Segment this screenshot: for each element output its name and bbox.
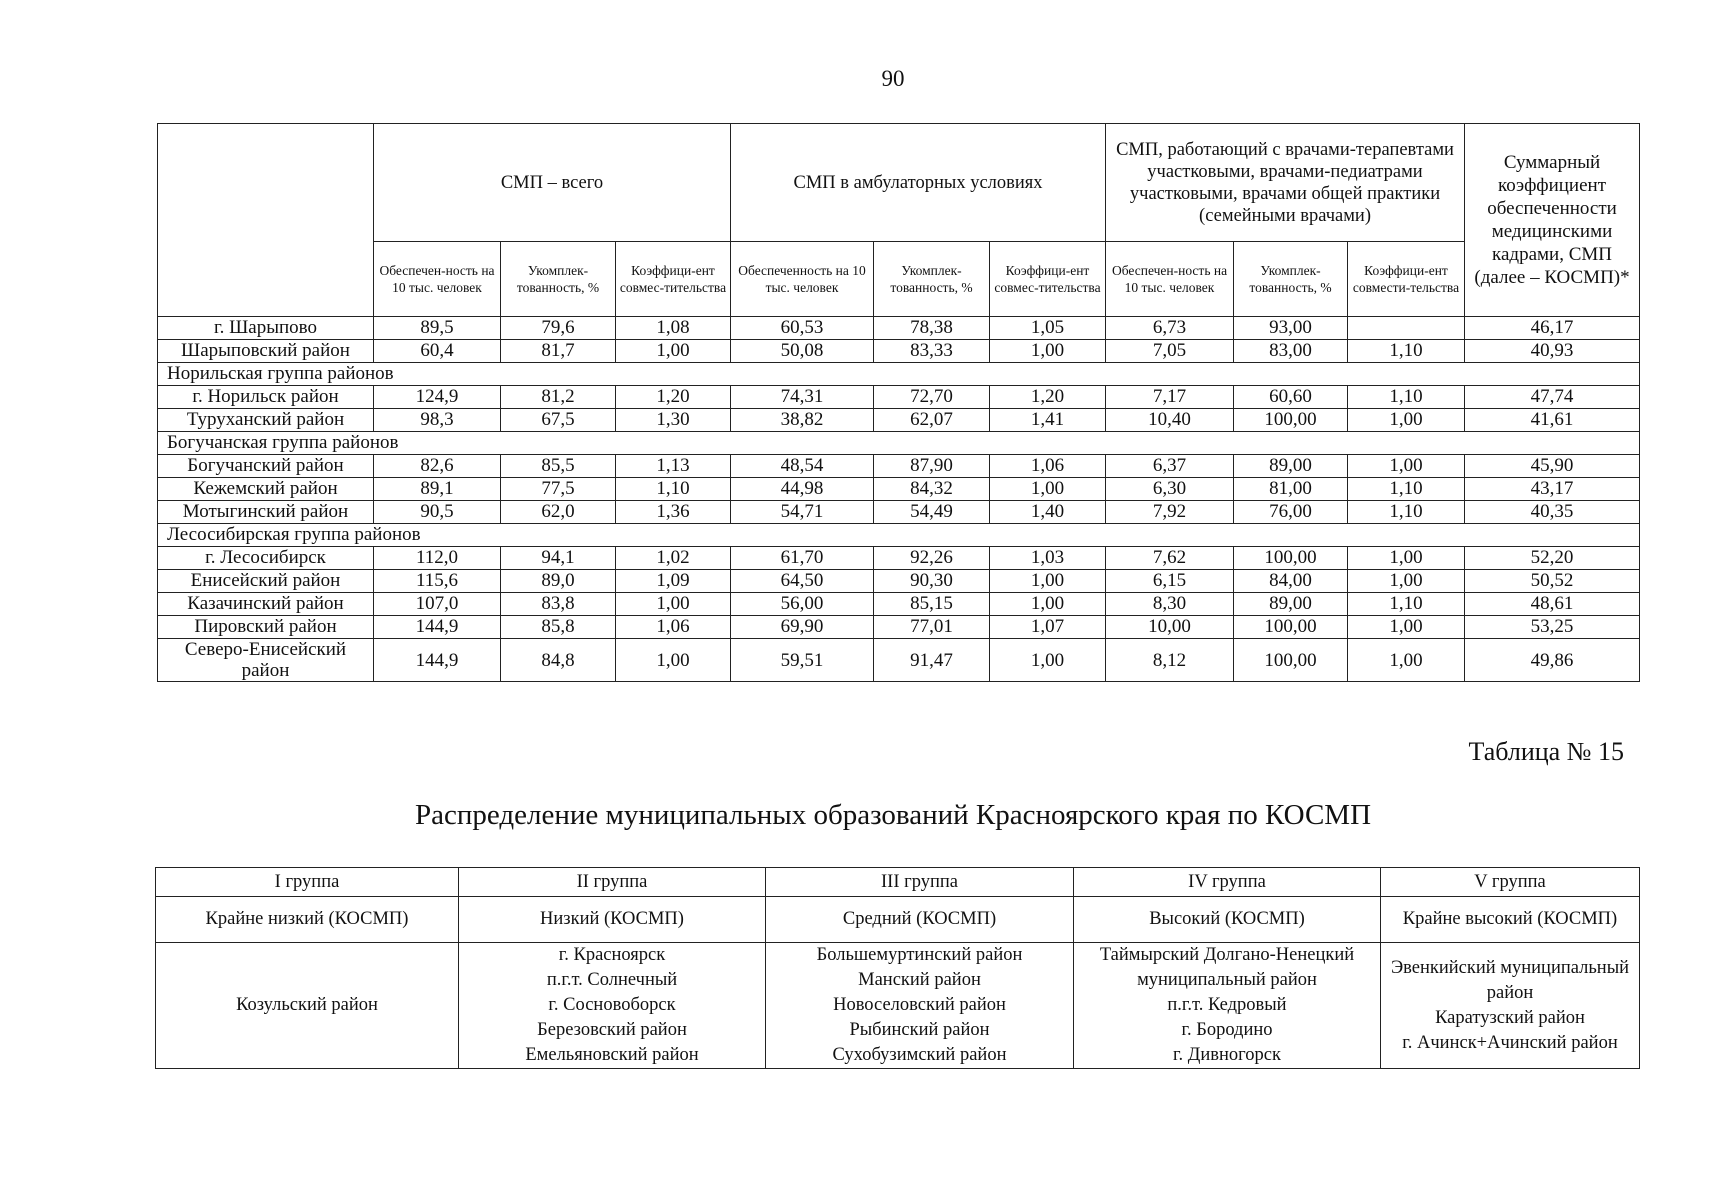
value-cell: 10,00 [1106, 616, 1234, 639]
municipality-name: Пировский район [158, 616, 374, 639]
value-cell: 1,07 [990, 616, 1106, 639]
table-row [158, 639, 1640, 682]
value-cell: 69,90 [731, 616, 874, 639]
value-cell: 1,10 [1348, 386, 1465, 409]
value-cell: 89,5 [374, 317, 501, 340]
value-cell: 1,00 [1348, 547, 1465, 570]
value-cell: 44,98 [731, 478, 874, 501]
value-cell: 1,03 [990, 547, 1106, 570]
value-cell: 1,41 [990, 409, 1106, 432]
value-cell: 62,0 [501, 501, 616, 524]
value-cell: 7,05 [1106, 340, 1234, 363]
value-cell: 82,6 [374, 455, 501, 478]
value-cell: 40,93 [1465, 340, 1640, 363]
value-cell: 100,00 [1234, 409, 1348, 432]
value-cell: 85,15 [874, 593, 990, 616]
value-cell: 38,82 [731, 409, 874, 432]
level-label: Высокий (КОСМП) [1074, 897, 1381, 943]
subheader-staffing: Укомплек-тованность, % [874, 242, 990, 317]
value-cell: 1,09 [616, 570, 731, 593]
municipality-name: Мотыгинский район [158, 501, 374, 524]
level-label: Низкий (КОСМП) [459, 897, 766, 943]
value-cell: 1,00 [990, 639, 1106, 682]
value-cell: 46,17 [1465, 317, 1640, 340]
municipality-item: г. Дивногорск [1173, 1045, 1281, 1065]
level-label: Крайне высокий (КОСМП) [1381, 897, 1640, 943]
header-smp-working: СМП, работающий с врачами-терапевтами участковыми, врачами-педиатрами участковыми, врачами общей практики (семейными врачами) [1106, 124, 1465, 242]
subheader-combination: Коэффици-ент совмести-тельства [1348, 242, 1465, 317]
value-cell: 6,73 [1106, 317, 1234, 340]
value-cell: 1,36 [616, 501, 731, 524]
value-cell: 115,6 [374, 570, 501, 593]
municipality-item: Рыбинский район [849, 1020, 990, 1040]
value-cell: 64,50 [731, 570, 874, 593]
level-row [156, 897, 1640, 943]
value-cell: 124,9 [374, 386, 501, 409]
value-cell: 1,00 [990, 593, 1106, 616]
value-cell: 77,01 [874, 616, 990, 639]
header-cosmp: Суммарный коэффициент обеспеченности медицинскими кадрами, СМП (далее – КОСМП)* [1465, 124, 1640, 317]
municipality-name: Кежемский район [158, 478, 374, 501]
value-cell: 85,5 [501, 455, 616, 478]
group-label: Богучанская группа районов [158, 432, 1640, 455]
table-row [158, 409, 1640, 432]
value-cell: 61,70 [731, 547, 874, 570]
corner-cell [158, 124, 374, 317]
municipality-item: Козульский район [236, 995, 378, 1015]
value-cell: 7,62 [1106, 547, 1234, 570]
value-cell: 74,31 [731, 386, 874, 409]
table-row [158, 317, 1640, 340]
value-cell: 1,10 [616, 478, 731, 501]
value-cell: 87,90 [874, 455, 990, 478]
value-cell: 47,74 [1465, 386, 1640, 409]
value-cell: 1,00 [1348, 409, 1465, 432]
value-cell: 91,47 [874, 639, 990, 682]
value-cell: 67,5 [501, 409, 616, 432]
value-cell: 1,30 [616, 409, 731, 432]
value-cell: 49,86 [1465, 639, 1640, 682]
value-cell: 83,00 [1234, 340, 1348, 363]
value-cell: 92,26 [874, 547, 990, 570]
value-cell: 89,00 [1234, 455, 1348, 478]
table-row [158, 455, 1640, 478]
value-cell: 1,00 [1348, 639, 1465, 682]
value-cell: 84,32 [874, 478, 990, 501]
value-cell: 78,38 [874, 317, 990, 340]
municipality-item: г. Бородино [1181, 1020, 1273, 1040]
municipality-item: Березовский район [537, 1020, 687, 1040]
value-cell: 50,08 [731, 340, 874, 363]
municipality-item: Манский район [858, 970, 981, 990]
value-cell: 1,00 [1348, 570, 1465, 593]
value-cell: 1,00 [990, 340, 1106, 363]
value-cell: 112,0 [374, 547, 501, 570]
value-cell: 84,8 [501, 639, 616, 682]
subheader-staffing: Укомплек-тованность, % [501, 242, 616, 317]
value-cell: 89,0 [501, 570, 616, 593]
value-cell: 1,00 [616, 639, 731, 682]
municipality-name: г. Лесосибирск [158, 547, 374, 570]
value-cell: 81,00 [1234, 478, 1348, 501]
value-cell: 62,07 [874, 409, 990, 432]
group-header: V группа [1381, 868, 1640, 897]
value-cell: 6,30 [1106, 478, 1234, 501]
value-cell: 89,00 [1234, 593, 1348, 616]
members-cell [459, 943, 766, 1069]
municipality-name: Туруханский район [158, 409, 374, 432]
group-header-row [156, 868, 1640, 897]
members-cell [1074, 943, 1381, 1069]
value-cell: 40,35 [1465, 501, 1640, 524]
municipality-item: Емельяновский район [525, 1045, 699, 1065]
value-cell: 41,61 [1465, 409, 1640, 432]
value-cell: 1,02 [616, 547, 731, 570]
value-cell: 1,10 [1348, 478, 1465, 501]
value-cell: 79,6 [501, 317, 616, 340]
table-row [158, 616, 1640, 639]
table-row [158, 478, 1640, 501]
value-cell: 81,7 [501, 340, 616, 363]
value-cell: 8,30 [1106, 593, 1234, 616]
table-row [158, 593, 1640, 616]
value-cell: 84,00 [1234, 570, 1348, 593]
municipality-name: Шарыповский район [158, 340, 374, 363]
municipality-item: г. Ачинск+Ачинский район [1402, 1032, 1618, 1053]
value-cell: 90,30 [874, 570, 990, 593]
municipality-name: Енисейский район [158, 570, 374, 593]
value-cell: 54,71 [731, 501, 874, 524]
value-cell: 144,9 [374, 639, 501, 682]
value-cell: 10,40 [1106, 409, 1234, 432]
subheader-provision: Обеспечен-ность на 10 тыс. человек [374, 242, 501, 317]
value-cell: 76,00 [1234, 501, 1348, 524]
value-cell: 1,05 [990, 317, 1106, 340]
value-cell: 1,13 [616, 455, 731, 478]
table-title: Распределение муниципальных образований Красноярского края по КОСМП [414, 799, 1372, 831]
value-cell: 52,20 [1465, 547, 1640, 570]
value-cell: 83,33 [874, 340, 990, 363]
table-row [158, 340, 1640, 363]
staffing-table [157, 123, 1640, 682]
table-row [158, 570, 1640, 593]
value-cell [1348, 317, 1465, 340]
subheader-staffing: Укомплек-тованность, % [1234, 242, 1348, 317]
value-cell: 1,40 [990, 501, 1106, 524]
municipality-item: Каратузский район [1435, 1007, 1585, 1028]
value-cell: 100,00 [1234, 639, 1348, 682]
value-cell: 1,06 [616, 616, 731, 639]
value-cell: 1,00 [1348, 455, 1465, 478]
value-cell: 60,4 [374, 340, 501, 363]
value-cell: 93,00 [1234, 317, 1348, 340]
municipality-name: Северо-Енисейский район [158, 639, 374, 682]
subheader-provision: Обеспеченность на 10 тыс. человек [731, 242, 874, 317]
value-cell: 1,00 [616, 593, 731, 616]
value-cell: 6,15 [1106, 570, 1234, 593]
page-number: 90 [881, 66, 905, 91]
municipality-name: Богучанский район [158, 455, 374, 478]
level-label: Средний (КОСМП) [766, 897, 1074, 943]
value-cell: 83,8 [501, 593, 616, 616]
subheader-combination: Коэффици-ент совмес-тительства [990, 242, 1106, 317]
value-cell: 85,8 [501, 616, 616, 639]
municipality-name: г. Норильск район [158, 386, 374, 409]
value-cell: 89,1 [374, 478, 501, 501]
value-cell: 8,12 [1106, 639, 1234, 682]
header-smp-total: СМП – всего [374, 124, 731, 242]
value-cell: 94,1 [501, 547, 616, 570]
value-cell: 107,0 [374, 593, 501, 616]
group-header: II группа [459, 868, 766, 897]
members-cell [156, 943, 459, 1069]
group-header: IV группа [1074, 868, 1381, 897]
members-cell [766, 943, 1074, 1069]
table-number-label: Таблица № 15 [1468, 737, 1624, 766]
value-cell: 53,25 [1465, 616, 1640, 639]
value-cell: 50,52 [1465, 570, 1640, 593]
level-label: Крайне низкий (КОСМП) [156, 897, 459, 943]
group-row [158, 363, 1640, 386]
value-cell: 100,00 [1234, 616, 1348, 639]
value-cell: 60,60 [1234, 386, 1348, 409]
subheader-provision: Обеспечен-ность на 10 тыс. человек [1106, 242, 1234, 317]
value-cell: 45,90 [1465, 455, 1640, 478]
value-cell: 98,3 [374, 409, 501, 432]
subheader-combination: Коэффици-ент совмес-тительства [616, 242, 731, 317]
value-cell: 7,17 [1106, 386, 1234, 409]
distribution-table [155, 867, 1640, 1069]
municipality-item: г. Красноярск [558, 945, 666, 965]
group-row [158, 524, 1640, 547]
value-cell: 54,49 [874, 501, 990, 524]
municipality-item: п.г.т. Солнечный [546, 970, 678, 990]
table-row [158, 501, 1640, 524]
value-cell: 56,00 [731, 593, 874, 616]
group-header: III группа [766, 868, 1074, 897]
municipality-name: Казачинский район [158, 593, 374, 616]
municipality-item: Эвенкийский муниципальный район [1390, 957, 1630, 1003]
value-cell: 1,20 [616, 386, 731, 409]
value-cell: 48,54 [731, 455, 874, 478]
members-row [156, 943, 1640, 1069]
table-row [158, 386, 1640, 409]
value-cell: 1,06 [990, 455, 1106, 478]
municipality-item: Новоселовский район [833, 995, 1006, 1015]
value-cell: 1,00 [990, 570, 1106, 593]
value-cell: 81,2 [501, 386, 616, 409]
value-cell: 1,00 [616, 340, 731, 363]
table-row [158, 547, 1640, 570]
value-cell: 59,51 [731, 639, 874, 682]
value-cell: 144,9 [374, 616, 501, 639]
value-cell: 77,5 [501, 478, 616, 501]
value-cell: 1,10 [1348, 501, 1465, 524]
value-cell: 7,92 [1106, 501, 1234, 524]
header-smp-ambulatory: СМП в амбулаторных условиях [731, 124, 1106, 242]
value-cell: 100,00 [1234, 547, 1348, 570]
value-cell: 1,10 [1348, 593, 1465, 616]
municipality-name: г. Шарыпово [158, 317, 374, 340]
value-cell: 6,37 [1106, 455, 1234, 478]
group-label: Норильская группа районов [158, 363, 1640, 386]
group-label: Лесосибирская группа районов [158, 524, 1640, 547]
value-cell: 1,00 [990, 478, 1106, 501]
municipality-item: п.г.т. Кедровый [1167, 995, 1287, 1015]
value-cell: 72,70 [874, 386, 990, 409]
value-cell: 1,20 [990, 386, 1106, 409]
value-cell: 48,61 [1465, 593, 1640, 616]
value-cell: 60,53 [731, 317, 874, 340]
municipality-item: г. Сосновоборск [548, 995, 676, 1015]
municipality-item: Большемуртинский район [816, 945, 1023, 965]
municipality-item: Сухобузимский район [832, 1045, 1007, 1065]
value-cell: 43,17 [1465, 478, 1640, 501]
value-cell: 1,10 [1348, 340, 1465, 363]
value-cell: 90,5 [374, 501, 501, 524]
value-cell: 1,00 [1348, 616, 1465, 639]
municipality-item: Таймырский Долгано-Ненецкий муниципальный район [1099, 945, 1355, 990]
group-header: I группа [156, 868, 459, 897]
group-row [158, 432, 1640, 455]
members-cell [1381, 943, 1640, 1069]
value-cell: 1,08 [616, 317, 731, 340]
